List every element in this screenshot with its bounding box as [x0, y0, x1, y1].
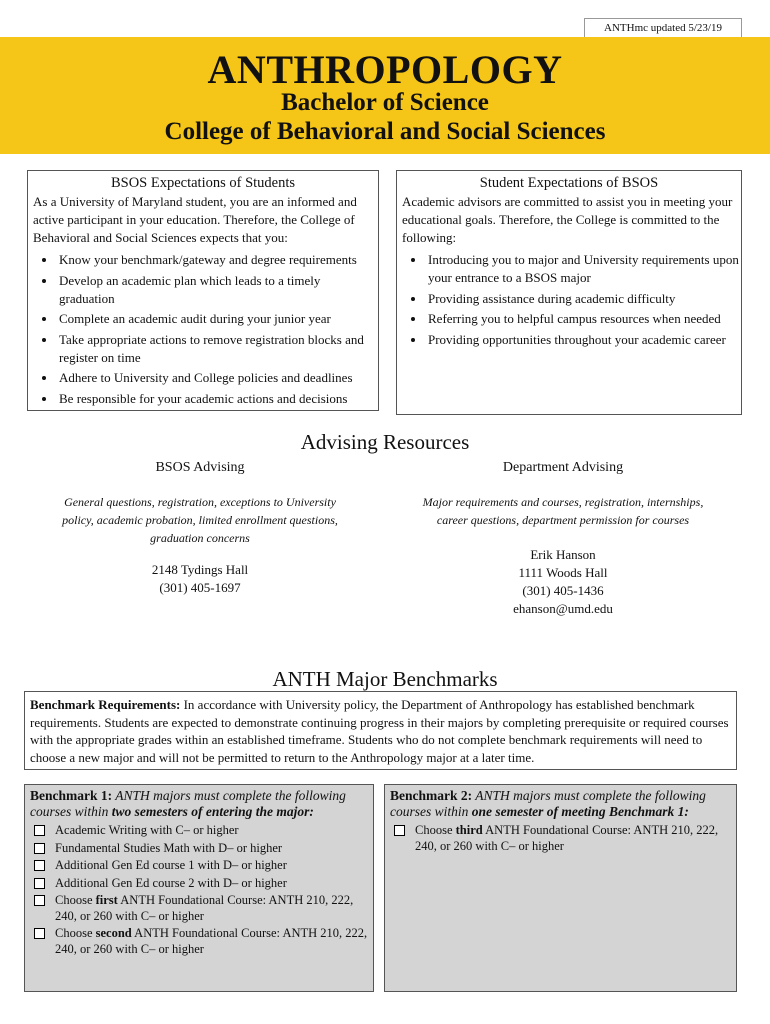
college-title: College of Behavioral and Social Sciences — [164, 118, 606, 145]
student-expectations-intro: Academic advisors are committed to assist you in meeting your educational goals. Therefore, the College is committed to the following: — [402, 194, 733, 245]
list-item: • Know your benchmark/gateway and degree requirements — [57, 251, 378, 269]
list-item: • Adhere to University and College policies and deadlines — [57, 369, 378, 387]
department-advising-topics: Major requirements and courses, registration, internships, career questions, department permission for courses — [422, 495, 704, 527]
benchmark-1-emphasis: two semesters of entering the major: — [111, 804, 314, 819]
checklist-item: Academic Writing with C– or higher — [30, 823, 368, 839]
checklist-item: Choose third ANTH Foundational Course: ANTH 210, 222, 240, or 260 with C– or higher — [390, 823, 731, 854]
bsos-advising-heading: BSOS Advising — [155, 460, 245, 475]
benchmark-1-box — [24, 784, 374, 992]
list-item: • Be responsible for your academic actions and decisions — [57, 390, 378, 408]
checklist-item: Additional Gen Ed course 2 with D– or higher — [30, 876, 368, 892]
bsos-expectations-list — [28, 251, 378, 408]
bsos-expectations-intro: As a University of Maryland student, you are an informed and active participant in your education. Therefore, the College of Behavioral and Social Sciences expects that you: — [33, 194, 357, 245]
checkbox-icon[interactable] — [34, 878, 45, 889]
benchmark-requirements-text: In accordance with University policy, the Department of Anthropology has established benchmark requirements. Students are expected to demonstrate continuing progress in their majors by completing prerequisite or required courses with the appropriate grades within an established timeframe. Students who do not complete benchmark requirements will need to choose a new major and will not be permitted to return to the Anthropology major at a later time. — [30, 697, 729, 765]
bsos-expectations-box — [27, 170, 379, 411]
list-item: • Providing assistance during academic difficulty — [426, 290, 741, 308]
student-expectations-heading: Student Expectations of BSOS — [479, 175, 659, 191]
checklist-item: Choose second ANTH Foundational Course: ANTH 210, 222, 240, or 260 with C– or higher — [30, 926, 368, 957]
checkbox-icon[interactable] — [34, 860, 45, 871]
list-item: • Take appropriate actions to remove registration blocks and register on time — [57, 331, 378, 367]
checklist-item: Fundamental Studies Math with D– or higher — [30, 841, 368, 857]
advising-heading: Advising Resources — [300, 430, 470, 454]
bsos-advising-phone: (301) 405-1697 — [159, 580, 241, 595]
checkbox-icon[interactable] — [394, 825, 405, 836]
update-tag: ANTHmc updated 5/23/19 — [584, 18, 742, 38]
department-advisor-email[interactable]: ehanson@umd.edu — [513, 601, 613, 616]
checklist-item: Choose first ANTH Foundational Course: ANTH 210, 222, 240, or 260 with C– or higher — [30, 893, 368, 924]
list-item: • Providing opportunities throughout your academic career — [426, 331, 741, 349]
benchmark-1-header — [30, 788, 368, 820]
bsos-advising-room: 2148 Tydings Hall — [151, 562, 249, 577]
benchmark-requirements-label: Benchmark Requirements: — [30, 697, 181, 712]
checkbox-icon[interactable] — [34, 843, 45, 854]
degree-title: Bachelor of Science — [281, 89, 489, 116]
student-expectations-list — [397, 251, 741, 349]
department-advisor-room: 1111 Woods Hall — [518, 565, 608, 580]
checklist-item: Additional Gen Ed course 1 with D– or higher — [30, 858, 368, 874]
benchmark-2-label: Benchmark 2: — [390, 788, 473, 803]
list-item: • Introducing you to major and University requirements upon your entrance to a BSOS major — [426, 251, 741, 287]
benchmark-2-box — [384, 784, 737, 992]
department-advisor-name: Erik Hanson — [530, 547, 596, 562]
title-banner — [0, 37, 770, 154]
benchmark-2-checklist — [390, 823, 731, 854]
benchmark-1-checklist — [30, 823, 368, 957]
checkbox-icon[interactable] — [34, 825, 45, 836]
bsos-advising-topics: General questions, registration, exceptions to University policy, academic probation, limited enrollment questions, graduation concerns — [62, 495, 338, 545]
benchmark-2-lead: ANTH majors must complete the following courses within — [390, 788, 706, 819]
department-advising-heading: Department Advising — [502, 460, 624, 475]
list-item: • Develop an academic plan which leads to a timely graduation — [57, 272, 378, 308]
benchmarks-heading: ANTH Major Benchmarks — [272, 667, 498, 691]
benchmark-1-label: Benchmark 1: — [30, 788, 113, 803]
benchmark-requirements-box — [24, 691, 737, 770]
department-advisor-phone: (301) 405-1436 — [522, 583, 604, 598]
checkbox-icon[interactable] — [34, 928, 45, 939]
benchmark-2-emphasis: one semester of meeting Benchmark 1: — [471, 804, 689, 819]
student-expectations-box — [396, 170, 742, 415]
checkbox-icon[interactable] — [34, 895, 45, 906]
list-item: • Referring you to helpful campus resources when needed — [426, 310, 741, 328]
page-title: ANTHROPOLOGY — [207, 47, 563, 92]
bsos-expectations-heading: BSOS Expectations of Students — [110, 175, 296, 191]
benchmark-1-lead: ANTH majors must complete the following courses within — [30, 788, 346, 819]
list-item: • Complete an academic audit during your junior year — [57, 310, 378, 328]
benchmark-2-header — [390, 788, 731, 820]
